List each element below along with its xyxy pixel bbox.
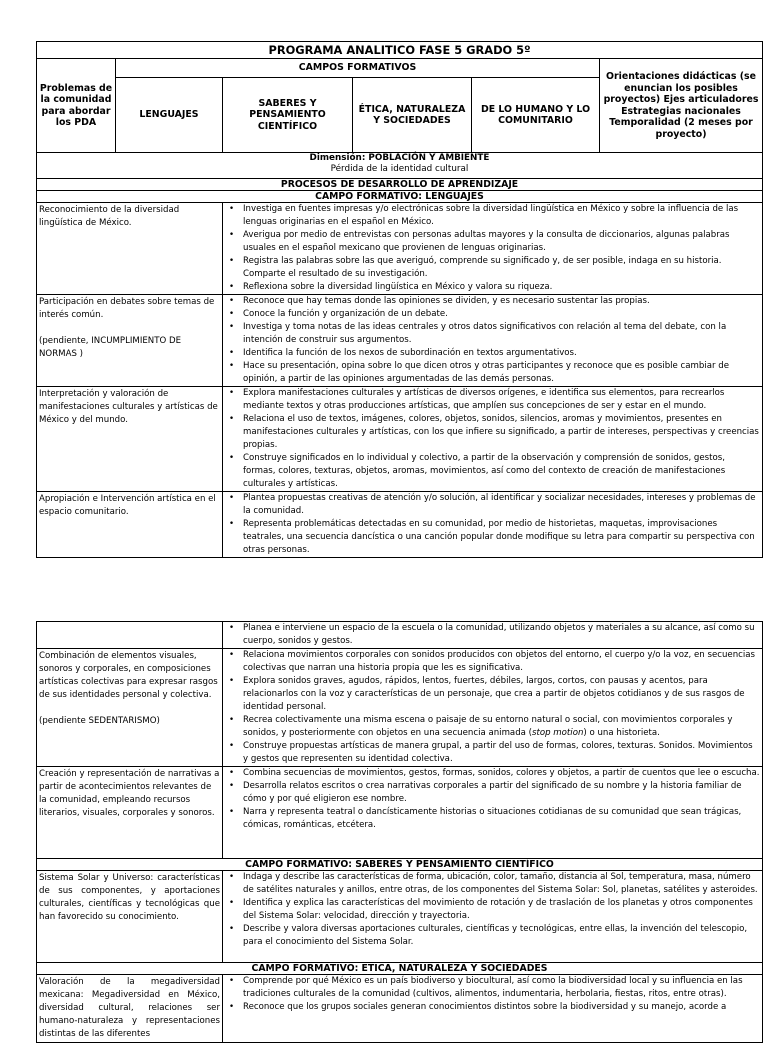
orientaciones-header: Orientaciones didácticas (se enuncian los posibles proyectos) Ejes articuladores Estrategias nacionales Temporalidad (2 meses por proyecto) bbox=[600, 59, 763, 153]
pda-text: Interpretación y valoración de manifestaciones culturales y artísticas de México y del mundo. bbox=[39, 389, 218, 425]
list-item: • Conoce la función y organización de un debate. bbox=[223, 308, 760, 321]
table-row bbox=[37, 767, 763, 859]
table-row bbox=[37, 492, 763, 558]
process-cell bbox=[223, 975, 763, 1043]
list-item: • Relaciona el uso de textos, imágenes, colores, objetos, sonidos, silencios, aromas y movimientos, presentes en manifestaciones culturales y artísticas, con los que infiere su significado, a partir de intereses, perspectivas y creencias propias. bbox=[223, 413, 760, 452]
campo-saberes-header: CAMPO FORMATIVO: SABERES Y PENSAMIENTO CIENTÍFICO bbox=[37, 859, 763, 871]
list-item: • Plantea propuestas creativas de atención y/o solución, al identificar y socializar necesidades, intereses y problemas de la comunidad. bbox=[223, 492, 760, 518]
list-item: • Describe y valora diversas aportaciones culturales, científicas y tecnológicas, entre ellas, la invención del telescopio, para el conocimiento del Sistema Solar. bbox=[223, 923, 760, 949]
pda-cell bbox=[37, 295, 223, 387]
process-cell bbox=[223, 622, 763, 649]
list-item: • Relaciona movimientos corporales con sonidos producidos con objetos del entorno, el cuerpo y/o la voz, en secuencias colectivas que narran una historia propia que les es significativa. bbox=[223, 649, 760, 675]
table-row bbox=[37, 295, 763, 387]
table-row bbox=[37, 975, 763, 1043]
list-item: • Identifica y explica las características del movimiento de rotación y de traslación de los planetas y otros componentes del Sistema Solar: velocidad, dirección y trayectoria. bbox=[223, 897, 760, 923]
list-item: • Averigua por medio de entrevistas con personas adultas mayores y la consulta de diccionarios, algunas palabras usuales en el español mexicano que provienen de lenguas originarias. bbox=[223, 229, 760, 255]
dimension-cell bbox=[37, 153, 763, 179]
campo-lenguajes-header: CAMPO FORMATIVO: LENGUAJES bbox=[37, 191, 763, 203]
list-item: • Narra y representa teatral o dancísticamente historias o situaciones cotidianas de su comunidad que sean trágicas, cómicas, románticas, etcétera. bbox=[223, 806, 760, 832]
list-item: • Combina secuencias de movimientos, gestos, formas, sonidos, colores y objetos, a partir de cuentos que lee o escucha. bbox=[223, 767, 760, 780]
pda-cell bbox=[37, 492, 223, 558]
process-cell bbox=[223, 649, 763, 767]
list-item: • Comprende por qué México es un país biodiverso y biocultural, así como la biodiversidad local y su influencia en las tradiciones culturales de la comunidad (cultivos, alimentos, indumentaria, herbolaria, fiestas, ritos, entre otras). bbox=[223, 975, 760, 1001]
process-cell bbox=[223, 492, 763, 558]
table-row bbox=[37, 203, 763, 295]
stop-motion-term: stop motion bbox=[532, 728, 584, 738]
list-item: • Investiga y toma notas de las ideas centrales y otros datos significativos con relación al tema del debate, con la intención de construir sus argumentos. bbox=[223, 321, 760, 347]
table-row bbox=[37, 387, 763, 492]
perdida-label: Pérdida de la identidad cultural bbox=[330, 164, 469, 174]
curriculum-table-page1 bbox=[36, 41, 763, 558]
list-item: • Representa problemáticas detectadas en su comunidad, por medio de historietas, maquetas, improvisaciones teatrales, una secuencia dancística o una canción popular donde modifique su letra para compartir su perspectiva con otras personas. bbox=[223, 518, 760, 557]
pda-cell: Creación y representación de narrativas a partir de acontecimientos relevantes de la comunidad, empleando recursos literarios, visuales, corporales y sonoros. bbox=[37, 767, 223, 859]
campos-formativos-header: CAMPOS FORMATIVOS bbox=[116, 59, 600, 78]
list-item: • Explora manifestaciones culturales y artísticas de diversos orígenes, e identifica sus elementos, para recrearlos mediante textos y otras producciones artísticas, que amplíen sus concepciones de ser y estar en el mundo. bbox=[223, 387, 760, 413]
list-item: • Indaga y describe las características de forma, ubicación, color, tamaño, distancia al Sol, temperatura, masa, número de satélites naturales y anillos, entre otras, de los componentes del Sistema Solar: Sol, planetas, satélites y asteroides. bbox=[223, 871, 760, 897]
list-item: • Construye significados en lo individual y colectivo, a partir de la observación y comprensión de sonidos, gestos, formas, colores, texturas, objetos, aromas, movimientos, así como del contexto de creación de manifestaciones culturales y artísticas. bbox=[223, 452, 760, 491]
col-lenguajes: LENGUAJES bbox=[116, 78, 223, 153]
pda-cell bbox=[37, 203, 223, 295]
list-item: • Hace su presentación, opina sobre lo que dicen otros y otras participantes y reconoce que es posible cambiar de opinión, a partir de las opiniones argumentadas de las demás personas. bbox=[223, 360, 760, 386]
pda-note: (pendiente SEDENTARISMO) bbox=[39, 716, 160, 726]
problems-header: Problemas de la comunidad para abordar los PDA bbox=[37, 59, 116, 153]
list-item: • Explora sonidos graves, agudos, rápidos, lentos, fuertes, débiles, largos, cortos, con pausas y acentos, para relacionarlos con la voz y características de un personaje, que crea a partir de objetos cotidianos y de sus rasgos de identidad personal. bbox=[223, 675, 760, 714]
list-item: • Reconoce que hay temas donde las opiniones se dividen, y es necesario sustentar las propias. bbox=[223, 295, 760, 308]
list-item: • Reconoce que los grupos sociales generan conocimientos distintos sobre la biodiversidad y su manejo, acorde a bbox=[223, 1001, 760, 1014]
list-item: • Registra las palabras sobre las que averiguó, comprende su significado y, de ser posible, indaga en su historia. Comparte el resultado de su investigación. bbox=[223, 255, 760, 281]
pda-text: Reconocimiento de la diversidad lingüística de México. bbox=[39, 205, 180, 228]
pda-cell: Valoración de la megadiversidad mexicana: Megadiversidad en México, diversidad cultural, relaciones ser humano-naturaleza y representaciones distintas de las diferentes bbox=[37, 975, 223, 1043]
list-item: • Investiga en fuentes impresas y/o electrónicas sobre la diversidad lingüística en México y sobre la influencia de las lenguas originarias en el español en México. bbox=[223, 203, 760, 229]
pda-cell bbox=[37, 649, 223, 767]
pda-cell bbox=[37, 622, 223, 649]
pda-note: (pendiente, INCUMPLIMIENTO DE NORMAS ) bbox=[39, 336, 182, 359]
list-item: • Planea e interviene un espacio de la escuela o la comunidad, utilizando objetos y materiales a su alcance, así como su cuerpo, sonidos y gestos. bbox=[223, 622, 760, 648]
col-humano: DE LO HUMANO Y LO COMUNITARIO bbox=[472, 78, 600, 153]
document-title: PROGRAMA ANALITICO FASE 5 GRADO 5º bbox=[37, 42, 763, 59]
col-etica: ÉTICA, NATURALEZA Y SOCIEDADES bbox=[353, 78, 472, 153]
col-saberes: SABERES Y PENSAMIENTO CIENTÍFICO bbox=[223, 78, 353, 153]
dimension-label: Dimensión: POBLACIÓN Y AMBIENTE bbox=[309, 153, 490, 163]
table-row bbox=[37, 622, 763, 649]
pda-cell: Sistema Solar y Universo: características de sus componentes, y aportaciones culturales, científicas y tecnológicas que han favorecido su conocimiento. bbox=[37, 871, 223, 963]
process-cell bbox=[223, 203, 763, 295]
process-cell bbox=[223, 871, 763, 963]
process-cell bbox=[223, 387, 763, 492]
table-row bbox=[37, 649, 763, 767]
list-item: • Recrea colectivamente una misma escena o paisaje de su entorno natural o social, con movimientos corporales y sonidos, y posteriormente con objetos en una secuencia animada (stop motion) o una historieta. bbox=[223, 714, 760, 740]
list-item: • Identifica la función de los nexos de subordinación en textos argumentativos. bbox=[223, 347, 760, 360]
list-item: • Construye propuestas artísticas de manera grupal, a partir del uso de formas, colores, texturas. Sonidos. Movimientos y gestos que representen su identidad colectiva. bbox=[223, 740, 760, 766]
process-cell bbox=[223, 295, 763, 387]
campo-etica-header: CAMPO FORMATIVO: ETICA, NATURALEZA Y SOCIEDADES bbox=[37, 963, 763, 975]
pda-text: Participación en debates sobre temas de interés común. bbox=[39, 297, 215, 320]
list-item: • Desarrolla relatos escritos o crea narrativas corporales a partir del significado de su nombre y la historia familiar de cómo y por qué eligieron ese nombre. bbox=[223, 780, 760, 806]
pda-text: Combinación de elementos visuales, sonoros y corporales, en composiciones artísticas colectivas para expresar rasgos de sus identidades personal y colectiva. bbox=[39, 651, 218, 700]
pda-cell bbox=[37, 387, 223, 492]
process-cell bbox=[223, 767, 763, 859]
table-row bbox=[37, 871, 763, 963]
list-item: • Reflexiona sobre la diversidad lingüística en México y valora su riqueza. bbox=[223, 281, 760, 294]
pda-text: Apropiación e Intervención artística en el espacio comunitario. bbox=[39, 494, 216, 517]
curriculum-table-page2 bbox=[36, 621, 763, 1043]
procesos-header: PROCESOS DE DESARROLLO DE APRENDIZAJE bbox=[37, 179, 763, 191]
